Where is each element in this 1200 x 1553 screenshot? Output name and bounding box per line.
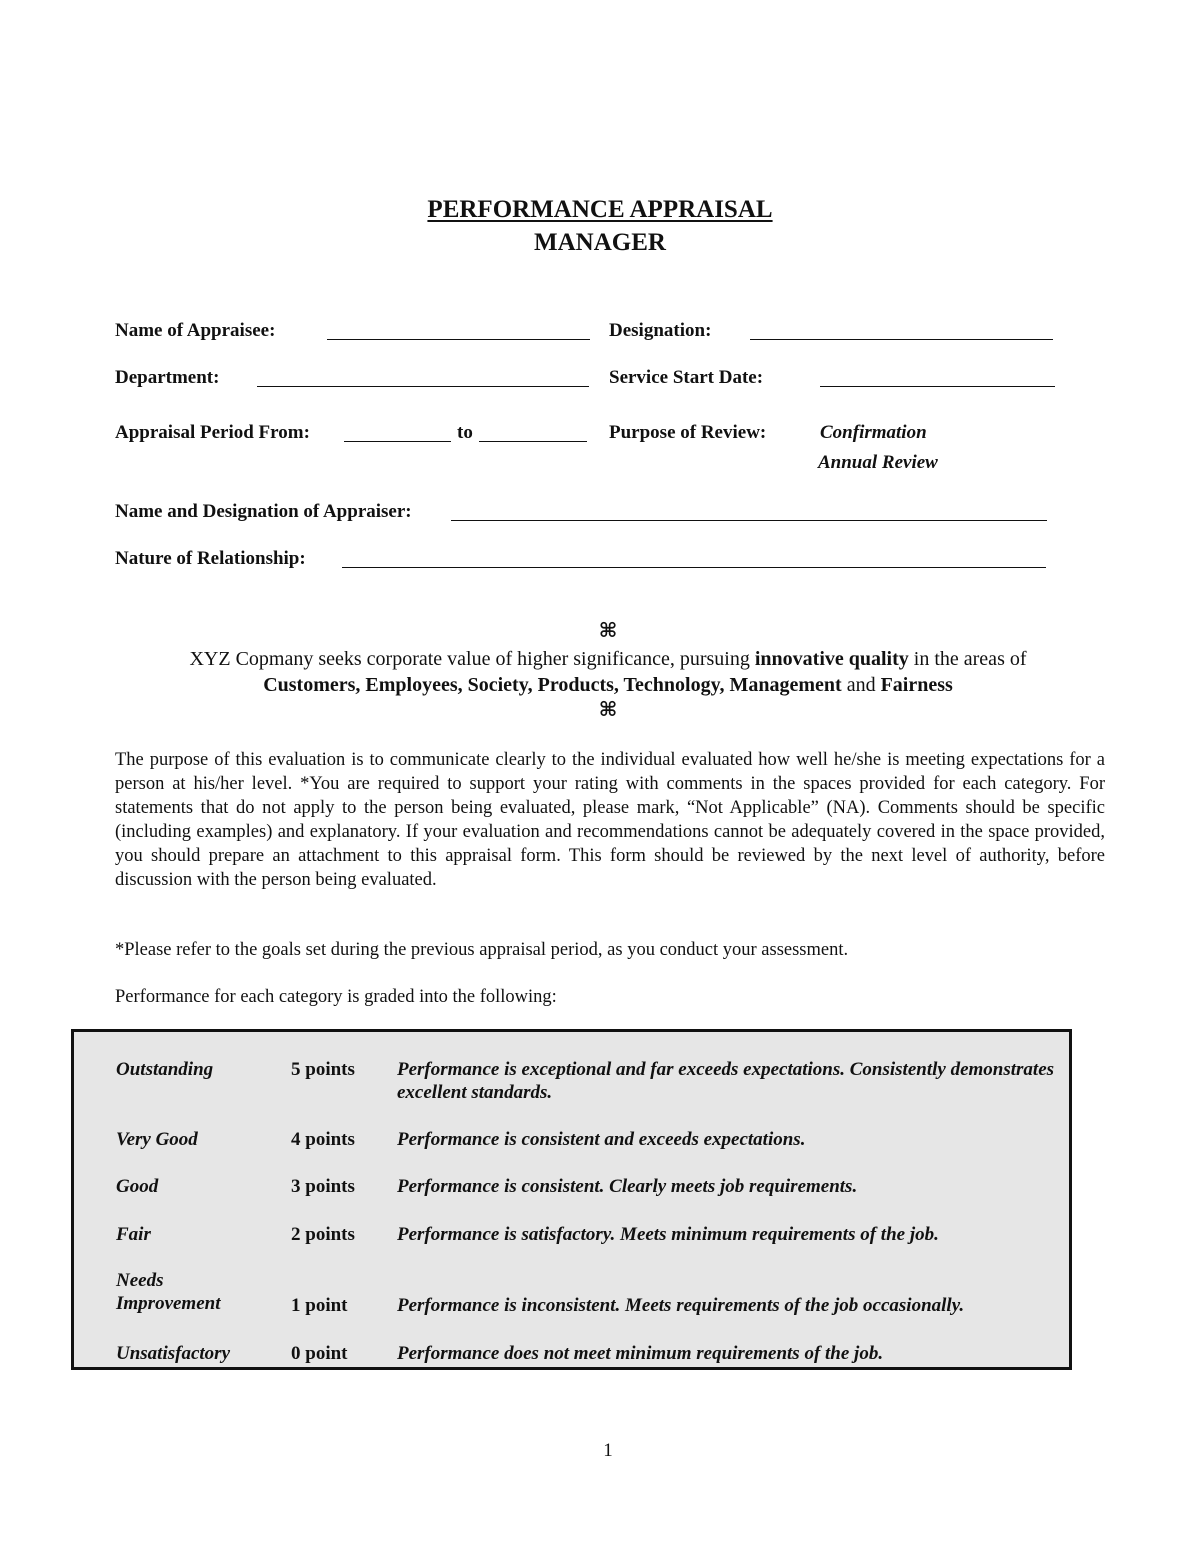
grade-name: Outstanding	[116, 1059, 214, 1080]
grade-points: 0 point	[291, 1343, 348, 1364]
grade-name: Very Good	[116, 1129, 198, 1150]
grade-description: Performance does not meet minimum requirements of the job.	[397, 1343, 884, 1364]
name-of-appraisee-field[interactable]	[327, 339, 590, 340]
mission-statement: XYZ Copmany seeks corporate value of higher significance, pursuing innovative quality in the areas of Customers, Employees, Society, Products, Technology, Management and Fairness	[189, 648, 1027, 696]
grade-description: Performance is exceptional and far exceeds expectations. Consistently demonstrates excellent standards.	[397, 1059, 1055, 1103]
purpose-paragraph: The purpose of this evaluation is to communicate clearly to the individual evaluated how well he/she is meeting expectations for a person at his/her level. *You are required to support your rating with comments in the spaces provided for each category. For statements that do not apply to the person being evaluated, please mark, “Not Applicable” (NA). Comments should be specific (including examples) and explanatory. If your evaluation and recommendations cannot be adequately covered in the space provided, you should prepare an attachment to this appraisal form. This form should be reviewed by the next level of authority, before discussion with the person being evaluated.	[115, 750, 1105, 890]
designation-field[interactable]	[750, 339, 1053, 340]
grade-points: 4 points	[291, 1129, 355, 1150]
service-start-date-label: Service Start Date:	[609, 367, 764, 388]
grade-description: Performance is consistent and exceeds expectations.	[397, 1129, 806, 1150]
grade-points: 2 points	[291, 1224, 355, 1245]
grade-points: 1 point	[291, 1295, 348, 1316]
grade-description: Performance is inconsistent. Meets requirements of the job occasionally.	[397, 1295, 965, 1316]
command-symbol-bottom: ⌘	[598, 697, 618, 721]
page-number: 1	[603, 1440, 613, 1461]
appraisal-period-to-field[interactable]	[479, 441, 587, 442]
name-of-appraisee-label: Name of Appraisee:	[115, 320, 276, 341]
service-start-date-field[interactable]	[820, 386, 1055, 387]
grading-intro: Performance for each category is graded into the following:	[115, 987, 557, 1007]
grade-name: Unsatisfactory	[116, 1343, 230, 1364]
grade-name: Needs Improvement	[116, 1270, 221, 1314]
nature-of-relationship-label: Nature of Relationship:	[115, 548, 306, 569]
grade-description: Performance is consistent. Clearly meets job requirements.	[397, 1176, 858, 1197]
appraisal-period-from-field[interactable]	[344, 441, 451, 442]
document-subtitle: MANAGER	[534, 229, 666, 256]
grade-points: 3 points	[291, 1176, 355, 1197]
document-title: PERFORMANCE APPRAISAL	[427, 196, 773, 223]
designation-label: Designation:	[609, 320, 712, 341]
command-symbol-top: ⌘	[598, 618, 618, 642]
grade-description: Performance is satisfactory. Meets minimum requirements of the job.	[397, 1224, 939, 1245]
appraiser-name-designation-field[interactable]	[451, 520, 1047, 521]
purpose-option-confirmation[interactable]: Confirmation	[820, 422, 927, 443]
grade-name: Fair	[116, 1224, 151, 1245]
grade-points: 5 points	[291, 1059, 355, 1080]
assessment-note: *Please refer to the goals set during the previous appraisal period, as you conduct your assessment.	[115, 940, 849, 960]
grade-name: Good	[116, 1176, 159, 1197]
purpose-option-annual-review[interactable]: Annual Review	[818, 452, 938, 473]
grading-table	[71, 1029, 1072, 1370]
appraisal-period-from-label: Appraisal Period From:	[115, 422, 310, 443]
appraisal-period-to-label: to	[457, 422, 473, 443]
appraiser-name-designation-label: Name and Designation of Appraiser:	[115, 501, 412, 522]
nature-of-relationship-field[interactable]	[342, 567, 1046, 568]
department-label: Department:	[115, 367, 220, 388]
department-field[interactable]	[257, 386, 589, 387]
purpose-of-review-label: Purpose of Review:	[609, 422, 767, 443]
